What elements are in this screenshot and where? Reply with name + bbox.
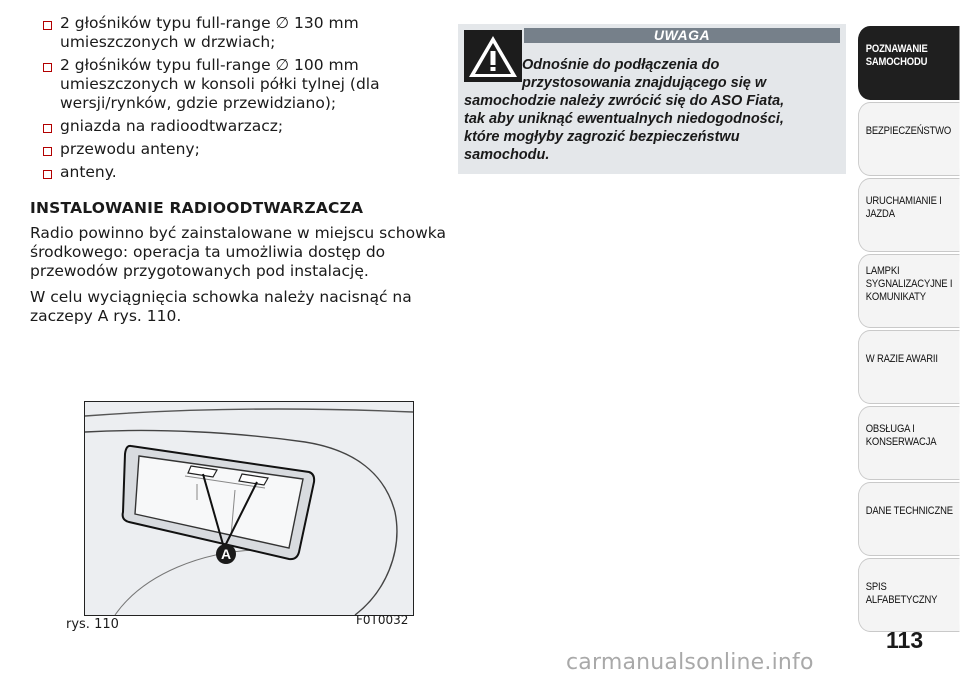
list-item — [30, 163, 450, 182]
tab-lampki-sygnalizacyjne[interactable] — [858, 254, 959, 328]
main-column — [30, 14, 450, 333]
tab-label: KONSERWACJA — [865, 436, 937, 448]
tab-label: SAMOCHODU — [865, 56, 928, 68]
list-item-text: umieszczonych w drzwiach; — [60, 33, 276, 51]
figure-caption: rys. 110 — [66, 617, 119, 632]
list-item-text: wersji/rynków, gdzie przewidziano); — [60, 94, 337, 112]
tab-uruchamianie-jazda[interactable] — [858, 178, 959, 252]
checkbox-bullet-icon — [43, 124, 52, 133]
warning-line: tak aby uniknąć ewentualnych niedogodności, — [464, 111, 784, 127]
warning-line: które mogłyby zagrozić bezpieczeństwu — [464, 129, 740, 145]
figure-code: F0T0032 — [356, 613, 409, 627]
paragraph-line: przewodów przygotowanych pod instalację. — [30, 262, 369, 280]
paragraph-line: W celu wyciągnięcia schowka należy nacisnąć na — [30, 288, 412, 306]
watermark-text: carmanualsonline.info — [566, 650, 814, 675]
warning-line: przystosowania znajdującego się w — [522, 75, 767, 91]
checkbox-bullet-icon — [43, 147, 52, 156]
tab-poznawanie-samochodu[interactable] — [858, 26, 959, 100]
paragraph-line: Radio powinno być zainstalowane w miejscu schowka — [30, 224, 446, 242]
tab-label: LAMPKI — [865, 265, 900, 277]
figure-illustration — [84, 401, 414, 616]
list-item — [30, 117, 450, 136]
tab-label: DANE TECHNICZNE — [865, 505, 953, 517]
warning-line: samochodzie należy zwrócić się do ASO Fiata, — [464, 93, 785, 109]
list-item-text: 2 głośników typu full-range ∅ 100 mm — [60, 56, 359, 74]
tab-label: SPIS ALFABETYCZNY — [865, 581, 938, 606]
paragraph — [30, 288, 450, 326]
callout-marker — [216, 544, 236, 564]
checkbox-bullet-icon — [43, 21, 52, 30]
chapter-tabs — [858, 26, 960, 634]
tab-label: BEZPIECZEŃSTWO — [865, 125, 952, 137]
callout-label: A — [220, 546, 232, 562]
tab-dane-techniczne[interactable] — [858, 482, 959, 556]
section-heading: INSTALOWANIE RADIOODTWARZACZA — [30, 199, 364, 217]
warning-text — [464, 56, 834, 164]
checkbox-bullet-icon — [43, 63, 52, 72]
list-item — [30, 140, 450, 159]
tab-label: OBSŁUGA I — [865, 423, 915, 435]
checkbox-bullet-icon — [43, 170, 52, 179]
list-item — [30, 14, 450, 52]
tab-label: URUCHAMIANIE I — [865, 195, 942, 207]
tab-label: POZNAWANIE — [865, 43, 928, 55]
tab-spis-alfabetyczny[interactable] — [858, 558, 959, 632]
warning-line: Odnośnie do podłączenia do — [522, 57, 720, 73]
warning-title: UWAGA — [524, 28, 840, 43]
tab-obsluga-konserwacja[interactable] — [858, 406, 959, 480]
glovebox-drawing — [85, 402, 413, 615]
tab-bezpieczenstwo[interactable] — [858, 102, 959, 176]
paragraph-line: zaczepy A rys. 110. — [30, 307, 182, 325]
page-number: 113 — [886, 627, 924, 653]
list-item-text: anteny. — [60, 163, 117, 181]
tab-label: SYGNALIZACYJNE I — [865, 278, 953, 290]
warning-box — [458, 24, 846, 174]
tab-label: W RAZIE AWARII — [865, 353, 938, 365]
list-item — [30, 56, 450, 113]
tab-label: JAZDA — [865, 208, 895, 220]
list-item-text: przewodu anteny; — [60, 140, 200, 158]
paragraph — [30, 224, 450, 281]
warning-line: samochodu. — [464, 147, 550, 163]
tab-w-razie-awarii[interactable] — [858, 330, 959, 404]
list-item-text: umieszczonych w konsoli półki tylnej (dla — [60, 75, 380, 93]
list-item-text: gniazda na radioodtwarzacz; — [60, 117, 284, 135]
list-item-text: 2 głośników typu full-range ∅ 130 mm — [60, 14, 359, 32]
paragraph-line: środkowego: operacja ta umożliwia dostęp do — [30, 243, 386, 261]
tab-label: KOMUNIKATY — [865, 291, 926, 303]
